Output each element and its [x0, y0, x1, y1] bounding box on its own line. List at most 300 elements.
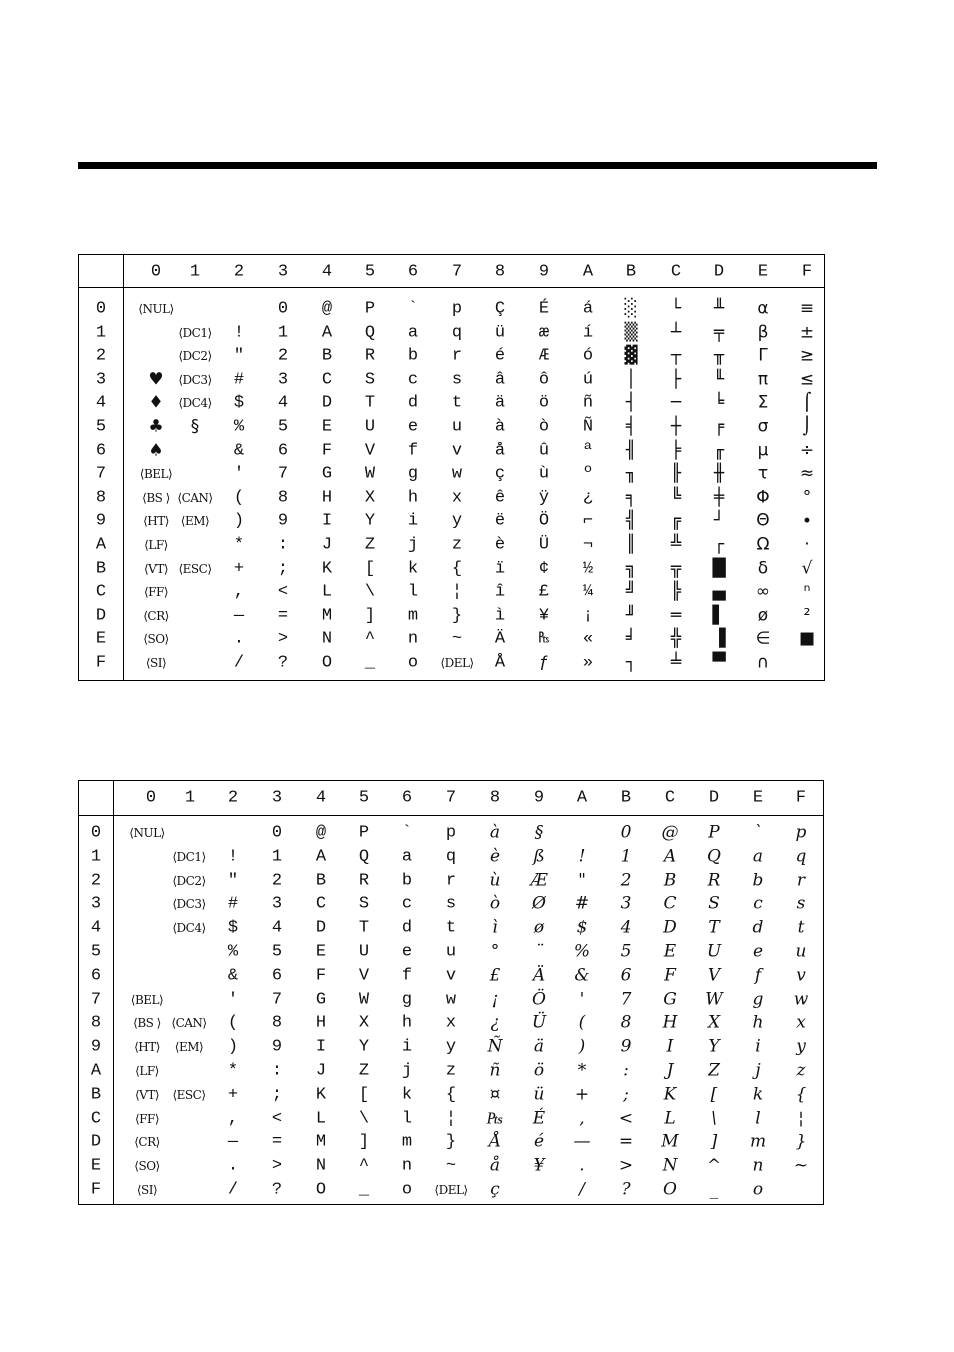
char-cell: # [227, 894, 239, 914]
char-cell: ⟨SI⟩ [145, 656, 167, 670]
char-cell: Ω [756, 534, 770, 555]
char-cell: ⟨LF⟩ [135, 1064, 159, 1078]
char-cell: ⟨DC2⟩ [172, 873, 206, 888]
char-cell: K [321, 559, 333, 579]
character-table-1 [78, 254, 825, 681]
char-cell: û [538, 441, 550, 461]
char-cell: ; [277, 559, 289, 579]
char-cell: ├ [670, 369, 682, 390]
char-cell: + [227, 1085, 239, 1105]
column-header-d: D [713, 262, 725, 282]
char-cell: ) [227, 1037, 239, 1057]
char-cell: ô [538, 370, 550, 390]
char-cell: ` [407, 299, 419, 319]
char-cell: ö [538, 393, 550, 413]
row-label-b: B [90, 1085, 102, 1105]
char-cell: c [407, 370, 419, 390]
char-cell: ; [623, 1084, 629, 1105]
char-cell: { [445, 1085, 457, 1105]
char-cell: \ [364, 582, 376, 602]
char-cell: p [445, 823, 457, 843]
char-cell: ⟨BS ⟩ [142, 490, 170, 505]
row-label-f: F [90, 1180, 102, 1200]
row-label-2: 2 [90, 871, 102, 891]
char-cell: " [578, 870, 586, 891]
char-cell: u [451, 417, 463, 437]
char-cell: ß [533, 846, 545, 867]
char-cell: a [401, 847, 413, 867]
char-cell: ∞ [755, 581, 771, 602]
char-cell: ⟨DC2⟩ [178, 349, 212, 364]
char-cell: Q [364, 323, 376, 343]
char-cell: f [754, 965, 762, 986]
char-cell: 5 [277, 417, 289, 437]
char-cell: ! [227, 847, 239, 867]
char-cell: å [489, 1155, 501, 1176]
char-cell: ╖ [625, 463, 637, 484]
column-header-f: F [795, 788, 807, 808]
char-cell: I [315, 1037, 327, 1057]
char-cell: M [661, 1131, 679, 1152]
char-cell: o [407, 653, 419, 673]
column-header-2: 2 [233, 262, 245, 282]
char-cell: i [755, 1036, 761, 1057]
char-cell: ₧ [538, 629, 550, 649]
char-cell: — [573, 1131, 591, 1152]
char-cell: î [494, 582, 506, 602]
char-cell: ¿ [490, 1012, 500, 1033]
char-cell: ╤ [713, 322, 725, 343]
column-header-d: D [708, 788, 720, 808]
char-cell: N [321, 629, 333, 649]
char-cell: ñ [489, 1060, 501, 1081]
char-cell: a [752, 846, 764, 867]
column-header-3: 3 [271, 788, 283, 808]
char-cell: L [315, 1109, 327, 1129]
char-cell: / [227, 1180, 239, 1200]
char-cell: ° [802, 487, 812, 508]
char-cell: . [233, 629, 245, 649]
char-cell: v [796, 965, 806, 986]
char-cell: ╢ [625, 440, 637, 461]
char-cell: 7 [271, 990, 283, 1010]
column-header-c: C [670, 262, 682, 282]
char-cell: ì [494, 606, 506, 626]
char-cell: ¥ [538, 606, 550, 626]
char-cell: t [797, 917, 805, 938]
char-cell: e [407, 417, 419, 437]
header-rule [78, 162, 877, 169]
char-cell: ? [271, 1180, 283, 1200]
char-cell: V [707, 965, 721, 986]
char-cell: m [401, 1132, 413, 1152]
char-cell: à [494, 417, 506, 437]
char-cell: d [752, 917, 764, 938]
char-cell: . [227, 1156, 239, 1176]
char-cell: , [579, 1108, 585, 1129]
char-cell: ┐ [625, 652, 637, 673]
char-cell: ^ [358, 1156, 370, 1176]
char-cell: _ [709, 1179, 719, 1200]
char-cell: ⟨DC4⟩ [178, 396, 212, 411]
char-cell: 3 [277, 370, 289, 390]
char-cell: ï [494, 559, 506, 579]
column-header-f: F [801, 262, 813, 282]
char-cell: ▄ [712, 581, 726, 602]
char-cell: I [321, 511, 333, 531]
char-cell: " [233, 346, 245, 366]
char-cell: ª [582, 441, 594, 461]
char-cell: Q [707, 846, 721, 867]
char-cell: Ü [531, 1012, 547, 1033]
char-cell: δ [757, 558, 769, 579]
char-cell: ü [533, 1084, 545, 1105]
row-label-a: A [95, 535, 107, 555]
char-cell: ( [578, 1012, 586, 1033]
char-cell: ♠ [148, 440, 164, 461]
column-header-5: 5 [358, 788, 370, 808]
char-cell: ÷ [799, 440, 815, 461]
row-label-8: 8 [90, 1013, 102, 1033]
char-cell: ╜ [625, 605, 637, 626]
char-cell: ] [710, 1131, 718, 1152]
char-cell: 7 [620, 989, 632, 1010]
char-cell: ░ [624, 298, 638, 319]
char-cell: ¦ [445, 1109, 457, 1129]
char-cell: ⟨DEL⟩ [440, 656, 474, 670]
char-cell: 1 [277, 323, 289, 343]
column-header-9: 9 [533, 788, 545, 808]
char-cell: U [358, 942, 370, 962]
column-header-6: 6 [407, 262, 419, 282]
char-cell: W [705, 989, 723, 1010]
char-cell: [ [364, 559, 376, 579]
row-label-3: 3 [90, 894, 102, 914]
char-cell: r [796, 870, 806, 891]
char-cell: c [753, 893, 763, 914]
char-cell: D [663, 917, 677, 938]
char-cell: N [315, 1156, 327, 1176]
char-cell: ⌠ [802, 392, 812, 413]
char-cell: ² [803, 605, 811, 626]
row-label-c: C [95, 582, 107, 602]
char-cell: \ [358, 1109, 370, 1129]
row-label-9: 9 [95, 511, 107, 531]
char-cell: ì [492, 917, 498, 938]
char-cell: ¢ [538, 559, 550, 579]
char-cell: ¥ [533, 1155, 545, 1176]
char-cell: ⌡ [802, 416, 812, 437]
char-cell: ¡ [582, 606, 594, 626]
char-cell: W [358, 990, 370, 1010]
char-cell: [ [358, 1085, 370, 1105]
char-cell: ¦ [798, 1108, 804, 1129]
char-cell: j [755, 1060, 761, 1081]
char-cell: 1 [620, 846, 632, 867]
char-cell: % [573, 941, 591, 962]
char-cell: y [451, 511, 463, 531]
char-cell: M [315, 1132, 327, 1152]
char-cell: q [795, 846, 807, 867]
char-cell: Y [708, 1036, 720, 1057]
char-cell: S [358, 894, 370, 914]
char-cell: ╔ [670, 510, 682, 531]
char-cell: m [749, 1131, 767, 1152]
char-cell: k [407, 559, 419, 579]
char-cell: è [489, 846, 501, 867]
column-header-a: A [576, 788, 588, 808]
char-cell: ⟨EM⟩ [174, 1040, 204, 1055]
char-cell: ƒ [538, 653, 550, 673]
char-cell: { [795, 1084, 807, 1105]
char-cell: / [579, 1179, 585, 1200]
row-label-1: 1 [90, 847, 102, 867]
char-cell: ⟨HT⟩ [134, 1040, 160, 1055]
char-cell: J [315, 1061, 327, 1081]
char-cell: é [494, 346, 506, 366]
char-cell: C [663, 893, 677, 914]
char-cell: n [752, 1155, 764, 1176]
char-cell: ¦ [451, 582, 463, 602]
char-cell: s [451, 370, 463, 390]
char-cell: à [489, 822, 501, 843]
char-cell: ~ [451, 629, 463, 649]
char-cell: 5 [620, 941, 632, 962]
char-cell: ■ [798, 628, 816, 649]
char-cell: ⟨CAN⟩ [177, 490, 213, 505]
char-cell: c [401, 894, 413, 914]
char-cell: U [364, 417, 376, 437]
char-cell: A [315, 847, 327, 867]
column-header-c: C [664, 788, 676, 808]
char-cell: ' [227, 990, 239, 1010]
row-label-8: 8 [95, 488, 107, 508]
char-cell: ⟨FF⟩ [143, 585, 169, 600]
char-cell: } [445, 1132, 457, 1152]
char-cell: ≡ [799, 298, 815, 319]
char-cell: ] [358, 1132, 370, 1152]
char-cell: 3 [620, 893, 632, 914]
char-cell: x [796, 1012, 806, 1033]
char-cell: $ [227, 918, 239, 938]
char-cell: É [538, 299, 550, 319]
char-cell: > [271, 1156, 283, 1176]
char-cell: ; [271, 1085, 283, 1105]
char-cell: f [401, 966, 413, 986]
char-cell: ¬ [582, 535, 594, 555]
char-cell: » [582, 653, 594, 673]
char-cell: ) [578, 1036, 586, 1057]
char-cell: Å [488, 1131, 502, 1152]
row-label-e: E [90, 1156, 102, 1176]
char-cell: z [796, 1060, 806, 1081]
char-cell: Ä [532, 965, 546, 986]
char-cell: ┘ [713, 510, 725, 531]
char-cell: ║ [625, 534, 637, 555]
row-label-3: 3 [95, 370, 107, 390]
char-cell: 0 [271, 823, 283, 843]
char-cell: 6 [271, 966, 283, 986]
char-cell: g [752, 989, 764, 1010]
row-label-c: C [90, 1109, 102, 1129]
char-cell: Ö [532, 989, 546, 1010]
char-cell: _ [364, 653, 376, 673]
char-cell: O [663, 1179, 677, 1200]
char-cell: á [582, 299, 594, 319]
char-cell: B [663, 870, 677, 891]
char-cell: P [364, 299, 376, 319]
char-cell: 0 [277, 299, 289, 319]
char-cell: ½ [582, 559, 594, 579]
row-label-d: D [95, 606, 107, 626]
character-table-2 [78, 780, 824, 1205]
char-cell: ╓ [713, 440, 725, 461]
char-cell: æ [538, 323, 550, 343]
char-cell: ü [494, 323, 506, 343]
char-cell: x [451, 488, 463, 508]
char-cell: + [574, 1084, 590, 1105]
char-cell: § [190, 416, 200, 437]
char-cell: ° [490, 941, 500, 962]
char-cell: V [358, 966, 370, 986]
char-cell: ♣ [148, 416, 164, 437]
char-cell: N [662, 1155, 678, 1176]
char-cell: ┴ [670, 322, 682, 343]
char-cell: Θ [756, 510, 770, 531]
char-cell: ¨ [534, 941, 544, 962]
char-cell: Z [364, 535, 376, 555]
char-cell: ┤ [625, 392, 637, 413]
char-cell: 6 [620, 965, 632, 986]
char-cell: ⟨DC1⟩ [178, 325, 212, 340]
char-cell: G [321, 464, 333, 484]
char-cell: ! [233, 323, 245, 343]
char-cell: ù [489, 870, 501, 891]
char-cell: : [271, 1061, 283, 1081]
char-cell: ¿ [582, 488, 594, 508]
char-cell: τ [757, 463, 769, 484]
row-label-2: 2 [95, 346, 107, 366]
char-cell: , [227, 1109, 239, 1129]
char-cell: ╫ [713, 463, 725, 484]
char-cell: a [407, 323, 419, 343]
char-cell: ~ [445, 1156, 457, 1176]
char-cell: ╗ [625, 558, 637, 579]
char-cell: — [233, 606, 245, 626]
char-cell: ⟨SI⟩ [136, 1183, 158, 1197]
row-label-divider [123, 255, 124, 680]
char-cell: ! [578, 846, 586, 867]
char-cell: k [752, 1084, 764, 1105]
char-cell: ? [277, 653, 289, 673]
char-cell: z [451, 535, 463, 555]
char-cell: ♥ [148, 369, 164, 390]
row-label-6: 6 [90, 966, 102, 986]
char-cell: 6 [277, 441, 289, 461]
column-header-7: 7 [451, 262, 463, 282]
char-cell: U [706, 941, 722, 962]
char-cell: = [618, 1131, 634, 1152]
char-cell: µ [757, 440, 769, 461]
char-cell: 9 [277, 511, 289, 531]
char-cell: │ [625, 369, 637, 390]
char-cell: A [663, 846, 677, 867]
char-cell: & [227, 966, 239, 986]
char-cell: n [407, 629, 419, 649]
char-cell: █ [712, 558, 726, 579]
char-cell: S [708, 893, 720, 914]
char-cell: Æ [530, 870, 548, 891]
column-header-9: 9 [538, 262, 550, 282]
char-cell: $ [576, 917, 588, 938]
char-cell: ╨ [713, 298, 725, 319]
char-cell: z [445, 1061, 457, 1081]
char-cell: O [321, 653, 333, 673]
char-cell: * [233, 535, 245, 555]
char-cell: ⟨BEL⟩ [130, 992, 164, 1007]
char-cell: T [358, 918, 370, 938]
row-label-e: E [95, 629, 107, 649]
char-cell: ╛ [625, 628, 637, 649]
char-cell: H [662, 1012, 678, 1033]
char-cell: L [664, 1108, 676, 1129]
char-cell: F [664, 965, 676, 986]
char-cell: C [321, 370, 333, 390]
char-cell: I [666, 1036, 674, 1057]
char-cell: ⟨DC1⟩ [172, 849, 206, 864]
column-header-8: 8 [494, 262, 506, 282]
char-cell: ▌ [712, 605, 726, 626]
char-cell: ┼ [670, 416, 682, 437]
char-cell: 5 [271, 942, 283, 962]
char-cell: └ [670, 298, 682, 319]
char-cell: X [358, 1013, 370, 1033]
char-cell: Ø [532, 893, 546, 914]
char-cell: å [494, 441, 506, 461]
char-cell: ▐ [712, 628, 726, 649]
char-cell: u [445, 942, 457, 962]
char-cell: J [666, 1060, 674, 1081]
char-cell: p [795, 822, 807, 843]
char-cell: h [407, 488, 419, 508]
row-label-0: 0 [95, 299, 107, 319]
char-cell: ø [533, 917, 545, 938]
char-cell: [ [710, 1084, 718, 1105]
char-cell: % [227, 942, 239, 962]
char-cell: E [321, 417, 333, 437]
char-cell: : [623, 1060, 629, 1081]
char-cell: + [233, 559, 245, 579]
char-cell: G [315, 990, 327, 1010]
char-cell: ⟨LF⟩ [144, 538, 168, 552]
column-header-a: A [582, 262, 594, 282]
char-cell: ⟨NUL⟩ [129, 826, 165, 840]
char-cell: r [445, 871, 457, 891]
char-cell: ø [757, 605, 769, 626]
row-label-0: 0 [90, 823, 102, 843]
char-cell: R [364, 346, 376, 366]
char-cell: W [364, 464, 376, 484]
char-cell: ⌐ [582, 511, 594, 531]
char-cell: ⟨DC3⟩ [172, 897, 206, 912]
char-cell: Σ [757, 392, 769, 413]
char-cell: · [804, 534, 810, 555]
char-cell: 3 [271, 894, 283, 914]
char-cell: ╒ [713, 416, 725, 437]
char-cell: $ [233, 393, 245, 413]
char-cell: ╚ [670, 487, 682, 508]
char-cell: β [757, 322, 769, 343]
